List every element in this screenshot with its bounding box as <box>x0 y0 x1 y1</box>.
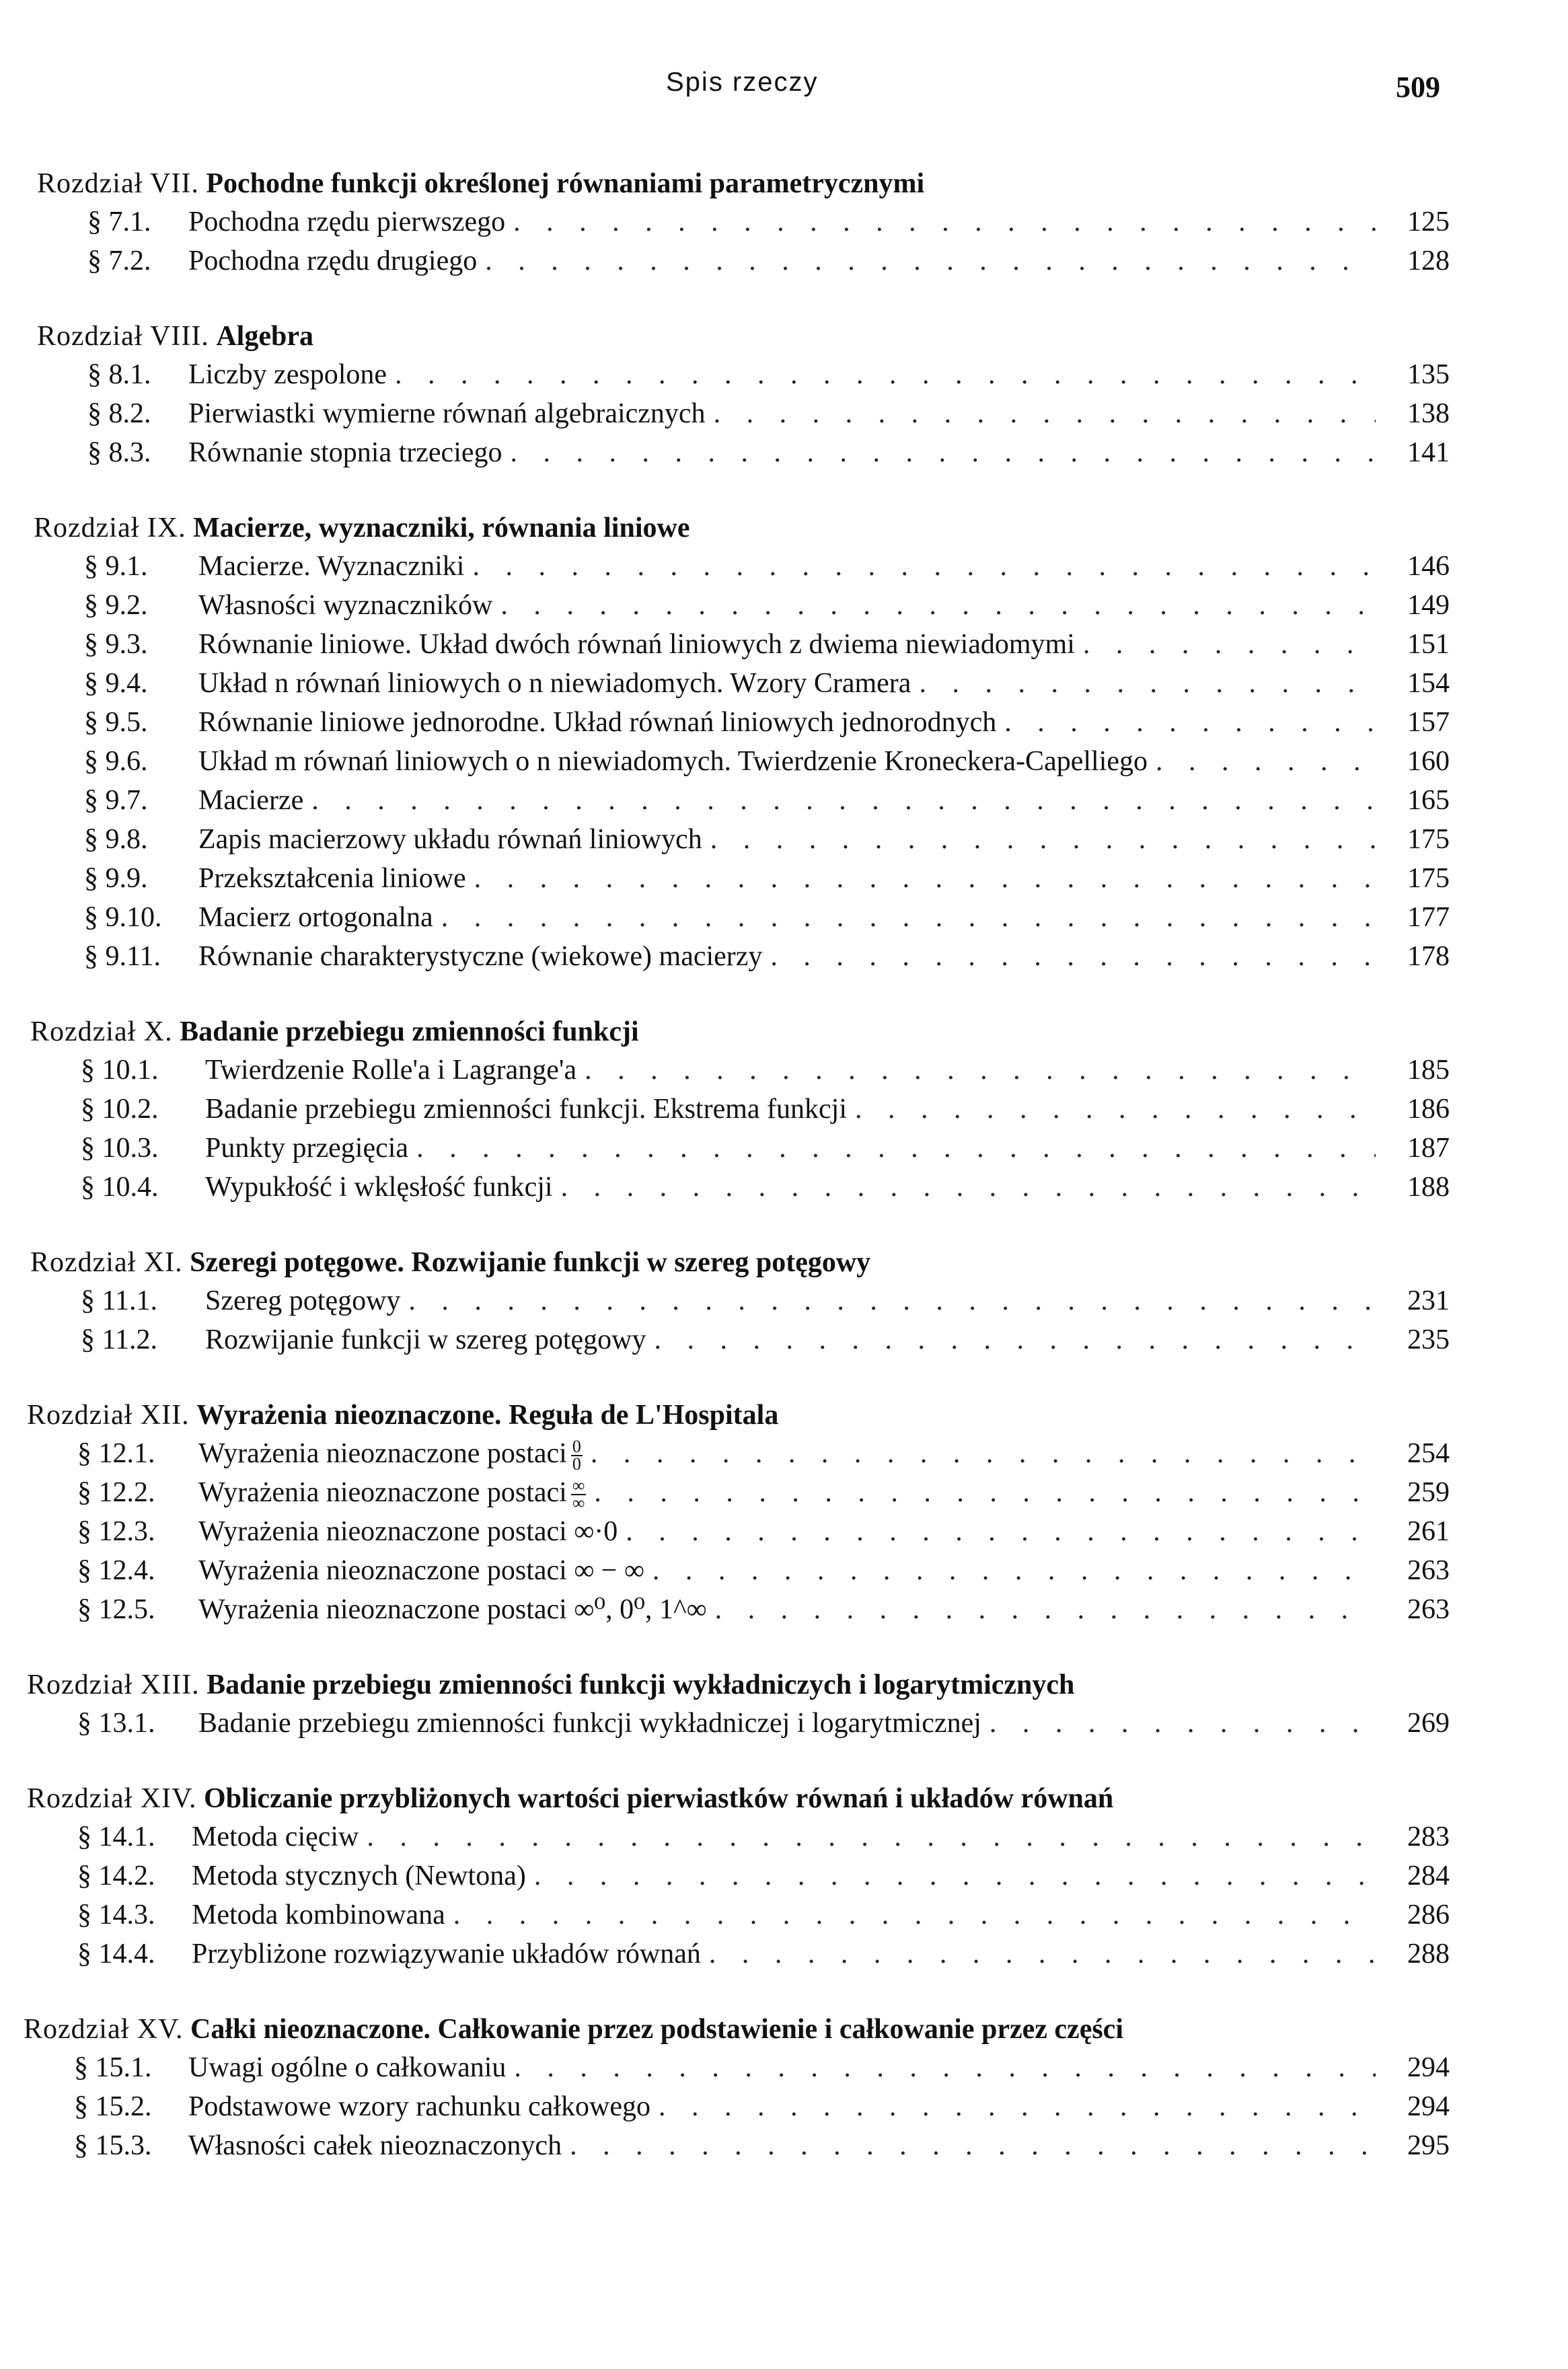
section-number: § 9.4. <box>84 668 148 699</box>
dot-leader <box>553 1168 1376 1207</box>
section-number: § 10.1. <box>81 1055 159 1086</box>
section-title <box>198 547 464 586</box>
page-number: 263 <box>1407 1555 1450 1586</box>
dot-leader <box>562 2126 1376 2165</box>
toc-entry <box>0 1051 1568 1090</box>
chapter-label: Rozdział XI. <box>30 1247 183 1278</box>
dot-leader <box>646 1320 1376 1359</box>
chapter-heading <box>0 2010 1568 2048</box>
section-number: § 12.5. <box>77 1594 155 1625</box>
toc-entry <box>0 742 1568 781</box>
toc-chapter <box>0 317 1568 472</box>
section-title-text: Szereg potęgowy <box>205 1285 401 1316</box>
page-number: 186 <box>1407 1094 1450 1125</box>
chapter-title: Pochodne funkcji określonej równaniami parametrycznymi <box>206 168 925 199</box>
page-number: 151 <box>1407 629 1450 660</box>
section-number: § 15.1. <box>74 2052 152 2083</box>
chapter-label: Rozdział XII. <box>27 1400 190 1431</box>
section-number: § 12.4. <box>77 1555 155 1586</box>
section-number: § 13.1. <box>77 1708 155 1739</box>
toc-entry <box>0 394 1568 433</box>
section-title <box>198 1512 618 1551</box>
page-number: 294 <box>1407 2052 1450 2083</box>
toc-entry <box>0 1168 1568 1207</box>
toc-entry <box>0 859 1568 898</box>
section-number: § 7.1. <box>87 206 151 237</box>
page-number: 235 <box>1407 1324 1450 1355</box>
chapter-title: Algebra <box>216 321 313 352</box>
section-number: § 15.3. <box>74 2130 152 2161</box>
toc-entry <box>0 547 1568 586</box>
dot-leader <box>1075 625 1376 664</box>
section-title <box>188 394 706 433</box>
section-number: § 11.2. <box>81 1324 157 1355</box>
section-title-text: Macierze. Wyznaczniki <box>198 551 465 582</box>
section-title-text: Równanie charakterystyczne (wiekowe) macierzy <box>198 941 763 972</box>
section-title-text: Przybliżone rozwiązywanie układów równań <box>192 1939 701 1969</box>
section-title <box>188 202 505 241</box>
toc-chapter <box>0 1244 1568 1359</box>
page-number: 263 <box>1407 1594 1450 1625</box>
toc-entry <box>0 1590 1568 1629</box>
section-title <box>188 355 387 394</box>
section-title-text: Wyrażenia nieoznaczone postaci ∞·0 <box>198 1516 618 1547</box>
page-number: 175 <box>1407 824 1450 855</box>
section-title <box>198 742 1148 781</box>
section-title <box>198 781 303 820</box>
section-number: § 14.2. <box>77 1860 155 1891</box>
toc-entry <box>0 433 1568 472</box>
page-number: 185 <box>1407 1055 1450 1086</box>
section-number: § 9.6. <box>84 746 148 777</box>
fraction-denominator: ∞ <box>572 1493 585 1513</box>
page-number: 261 <box>1407 1516 1450 1547</box>
dot-leader <box>644 1551 1376 1590</box>
fraction <box>571 1478 587 1511</box>
chapter-heading <box>0 1013 1568 1051</box>
section-title-text: Podstawowe wzory rachunku całkowego <box>188 2091 650 2122</box>
page-number: 128 <box>1407 246 1450 276</box>
toc-entry <box>0 1551 1568 1590</box>
page-number: 259 <box>1407 1477 1450 1508</box>
section-number: § 9.10. <box>84 902 162 933</box>
section-number: § 9.2. <box>84 590 148 621</box>
section-number: § 10.3. <box>81 1133 159 1164</box>
toc-entry <box>0 703 1568 742</box>
section-title-text: Rozwijanie funkcji w szereg potęgowy <box>205 1324 646 1355</box>
toc-entry <box>0 664 1568 703</box>
section-title-text: Układ n równań liniowych o n niewiadomych. Wzory Cramera <box>198 668 911 699</box>
fraction-denominator: 0 <box>572 1454 581 1474</box>
section-title <box>205 1281 400 1320</box>
dot-leader <box>650 2087 1376 2126</box>
chapter-label: Rozdział XV. <box>24 2014 184 2045</box>
section-title <box>198 1473 586 1512</box>
section-number: § 9.1. <box>84 551 148 582</box>
section-title-text: Uwagi ogólne o całkowaniu <box>188 2052 507 2083</box>
page-number: 254 <box>1407 1438 1450 1469</box>
dot-leader <box>526 1856 1376 1895</box>
section-number: § 10.4. <box>81 1172 159 1203</box>
chapter-label: Rozdział VIII. <box>37 321 209 352</box>
section-title <box>188 2087 650 2126</box>
chapter-heading <box>0 165 1568 202</box>
page-number: 175 <box>1407 863 1450 894</box>
toc-entry <box>0 820 1568 859</box>
dot-leader <box>502 433 1376 472</box>
chapter-heading <box>0 1780 1568 1817</box>
dot-leader <box>762 937 1376 976</box>
section-number: § 12.3. <box>77 1516 155 1547</box>
chapter-label: Rozdział X. <box>30 1016 173 1047</box>
section-title-text: Pochodna rzędu pierwszego <box>188 206 506 237</box>
dot-leader <box>408 1129 1376 1168</box>
running-head-page-number: 509 <box>1396 71 1440 104</box>
section-number: § 12.1. <box>77 1438 155 1469</box>
toc-chapter <box>0 1666 1568 1743</box>
page-number: 165 <box>1407 785 1450 816</box>
section-title-text: Równanie liniowe jednorodne. Układ równań liniowych jednorodnych <box>198 707 997 738</box>
section-title <box>188 433 502 472</box>
toc-entry <box>0 1473 1568 1512</box>
running-head-title: Spis rzeczy <box>666 67 819 97</box>
dot-leader <box>303 781 1376 820</box>
dot-leader <box>707 1590 1376 1629</box>
page-number: 188 <box>1407 1172 1450 1203</box>
toc-entry <box>0 2087 1568 2126</box>
toc-entry <box>0 355 1568 394</box>
section-number: § 8.1. <box>87 359 151 390</box>
section-title-text: Własności całek nieoznaczonych <box>188 2130 562 2161</box>
page-number: 187 <box>1407 1133 1450 1164</box>
toc-chapter <box>0 1396 1568 1629</box>
section-title-text: Układ m równań liniowych o n niewiadomych. Twierdzenie Kroneckera-Capelliego <box>198 746 1148 777</box>
section-number: § 14.4. <box>77 1939 155 1969</box>
dot-leader <box>706 394 1376 433</box>
dot-leader <box>492 586 1376 625</box>
section-title <box>205 1320 646 1359</box>
section-title-text: Wyrażenia nieoznaczone postaci <box>198 1438 567 1469</box>
section-title-text: Pierwiastki wymierne równań algebraicznych <box>188 398 706 429</box>
section-title <box>188 2126 562 2165</box>
section-title-text: Pochodna rzędu drugiego <box>188 246 478 276</box>
page-number: 294 <box>1407 2091 1450 2122</box>
dot-leader <box>466 859 1376 898</box>
section-number: § 8.2. <box>87 398 151 429</box>
dot-leader <box>464 547 1376 586</box>
toc-entry <box>0 2126 1568 2165</box>
toc-entry <box>0 1895 1568 1934</box>
chapter-title: Szeregi potęgowe. Rozwijanie funkcji w szereg potęgowy <box>190 1247 871 1278</box>
section-title <box>188 241 477 280</box>
page-number: 138 <box>1407 398 1450 429</box>
section-title-text: Zapis macierzowy układu równań liniowych <box>198 824 702 855</box>
dot-leader <box>586 1473 1376 1512</box>
dot-leader <box>576 1051 1376 1090</box>
section-title <box>198 664 911 703</box>
toc-entry <box>0 625 1568 664</box>
section-title-text: Metoda cięciw <box>192 1821 359 1852</box>
section-title-text: Równanie stopnia trzeciego <box>188 437 502 468</box>
section-number: § 15.2. <box>74 2091 152 2122</box>
page-number: 283 <box>1407 1821 1450 1852</box>
fraction <box>571 1439 583 1472</box>
section-number: § 9.5. <box>84 707 148 738</box>
page-number: 146 <box>1407 551 1450 582</box>
section-title <box>192 1856 526 1895</box>
section-title-text: Wyrażenia nieoznaczone postaci ∞⁰, 0⁰, 1^∞ <box>198 1594 707 1625</box>
page-number: 231 <box>1407 1285 1450 1316</box>
dot-leader <box>445 1895 1376 1934</box>
chapter-heading <box>0 1396 1568 1434</box>
section-title-text: Liczby zespolone <box>188 359 387 390</box>
page-number: 284 <box>1407 1860 1450 1891</box>
fraction-numerator: 0 <box>572 1437 581 1457</box>
section-title-text: Wyrażenia nieoznaczone postaci <box>198 1477 567 1508</box>
section-number: § 9.3. <box>84 629 148 660</box>
page-number: 149 <box>1407 590 1450 621</box>
section-title-text: Punkty przegięcia <box>205 1133 409 1164</box>
toc-chapter <box>0 165 1568 280</box>
section-title <box>198 1434 583 1473</box>
dot-leader <box>702 820 1376 859</box>
section-number: § 14.1. <box>77 1821 155 1852</box>
section-title <box>205 1168 553 1207</box>
toc-entry <box>0 241 1568 280</box>
toc-entry <box>0 781 1568 820</box>
section-title-text: Przekształcenia liniowe <box>198 863 466 894</box>
dot-leader <box>911 664 1376 703</box>
toc-entry <box>0 1129 1568 1168</box>
dot-leader <box>996 703 1376 742</box>
section-title <box>192 1895 445 1934</box>
toc-entry <box>0 1090 1568 1129</box>
section-title <box>198 859 466 898</box>
page-number: 157 <box>1407 707 1450 738</box>
dot-leader <box>400 1281 1376 1320</box>
chapter-label: Rozdział IX. <box>34 513 186 543</box>
section-title-text: Wyrażenia nieoznaczone postaci ∞ − ∞ <box>198 1555 644 1586</box>
section-title <box>198 1551 644 1590</box>
section-number: § 8.3. <box>87 437 151 468</box>
dot-leader <box>505 202 1376 241</box>
chapter-title: Wyrażenia nieoznaczone. Reguła de L'Hospitala <box>196 1400 779 1431</box>
section-title <box>198 1704 981 1743</box>
section-number: § 14.3. <box>77 1900 155 1930</box>
chapter-heading <box>0 1244 1568 1281</box>
section-title-text: Metoda stycznych (Newtona) <box>192 1860 526 1891</box>
page-number: 288 <box>1407 1939 1450 1969</box>
section-title <box>205 1051 576 1090</box>
chapter-label: Rozdział XIV. <box>27 1783 197 1814</box>
section-title <box>188 2048 506 2087</box>
section-number: § 9.9. <box>84 863 148 894</box>
chapter-title: Macierze, wyznaczniki, równania liniowe <box>193 513 690 543</box>
chapter-label: Rozdział XIII. <box>27 1669 200 1700</box>
toc-entry <box>0 2048 1568 2087</box>
toc-entry <box>0 1281 1568 1320</box>
toc-entry <box>0 1856 1568 1895</box>
section-number: § 11.1. <box>81 1285 157 1316</box>
chapter-label: Rozdział VII. <box>37 168 199 199</box>
table-of-contents <box>0 165 1568 2202</box>
dot-leader <box>387 355 1376 394</box>
section-number: § 9.11. <box>84 941 161 972</box>
section-title <box>198 937 762 976</box>
chapter-heading <box>0 1666 1568 1704</box>
section-title-text: Badanie przebiegu zmienności funkcji. Ekstrema funkcji <box>205 1094 848 1125</box>
page-number: 141 <box>1407 437 1450 468</box>
section-title-text: Własności wyznaczników <box>198 590 493 621</box>
page-number: 125 <box>1407 206 1450 237</box>
section-title-text: Macierze <box>198 785 304 816</box>
section-title-text: Równanie liniowe. Układ dwóch równań liniowych z dwiema niewiadomymi <box>198 629 1075 660</box>
dot-leader <box>359 1817 1376 1856</box>
section-title-text: Macierz ortogonalna <box>198 902 433 933</box>
section-title-text: Twierdzenie Rolle'a i Lagrange'a <box>205 1055 577 1086</box>
chapter-heading <box>0 509 1568 547</box>
running-head <box>0 67 1493 114</box>
section-title <box>205 1129 408 1168</box>
dot-leader <box>981 1704 1376 1743</box>
dot-leader <box>701 1934 1376 1973</box>
toc-entry <box>0 1934 1568 1973</box>
toc-chapter <box>0 1780 1568 1973</box>
dot-leader <box>477 241 1376 280</box>
chapter-title: Całki nieoznaczone. Całkowanie przez podstawienie i całkowanie przez części <box>190 2014 1123 2045</box>
toc-entry <box>0 898 1568 937</box>
fraction-numerator: ∞ <box>572 1476 585 1496</box>
section-number: § 12.2. <box>77 1477 155 1508</box>
section-title-text: Wypukłość i wklęsłość funkcji <box>205 1172 553 1203</box>
section-number: § 9.8. <box>84 824 148 855</box>
dot-leader <box>618 1512 1376 1551</box>
page-number: 177 <box>1407 902 1450 933</box>
page-number: 295 <box>1407 2130 1450 2161</box>
page-number: 178 <box>1407 941 1450 972</box>
toc-entry <box>0 1817 1568 1856</box>
toc-entry <box>0 1320 1568 1359</box>
dot-leader <box>847 1090 1376 1129</box>
toc-chapter <box>0 2010 1568 2165</box>
section-number: § 9.7. <box>84 785 148 816</box>
page-number: 135 <box>1407 359 1450 390</box>
chapter-title: Obliczanie przybliżonych wartości pierwiastków równań i układów równań <box>204 1783 1114 1814</box>
chapter-heading <box>0 317 1568 355</box>
section-title-text: Badanie przebiegu zmienności funkcji wykładniczej i logarytmicznej <box>198 1708 981 1739</box>
toc-entry <box>0 586 1568 625</box>
chapter-title: Badanie przebiegu zmienności funkcji <box>180 1016 639 1047</box>
section-title <box>198 625 1075 664</box>
toc-entry <box>0 937 1568 976</box>
section-title <box>192 1934 701 1973</box>
chapter-title: Badanie przebiegu zmienności funkcji wykładniczych i logarytmicznych <box>207 1669 1075 1700</box>
section-title <box>198 898 433 937</box>
toc-entry <box>0 1512 1568 1551</box>
toc-chapter <box>0 509 1568 976</box>
dot-leader <box>583 1434 1376 1473</box>
dot-leader <box>433 898 1376 937</box>
toc-chapter <box>0 1013 1568 1207</box>
section-title <box>192 1817 359 1856</box>
section-title-text: Metoda kombinowana <box>192 1900 445 1930</box>
section-title <box>198 703 996 742</box>
dot-leader <box>1148 742 1376 781</box>
toc-entry <box>0 1704 1568 1743</box>
dot-leader <box>506 2048 1376 2087</box>
page-number: 160 <box>1407 746 1450 777</box>
toc-entry <box>0 1434 1568 1473</box>
page-number: 269 <box>1407 1708 1450 1739</box>
section-title <box>198 820 702 859</box>
toc-entry <box>0 202 1568 241</box>
section-title <box>205 1090 847 1129</box>
section-number: § 10.2. <box>81 1094 159 1125</box>
page-number: 154 <box>1407 668 1450 699</box>
section-title <box>198 1590 707 1629</box>
section-number: § 7.2. <box>87 246 151 276</box>
section-title <box>198 586 492 625</box>
page-number: 286 <box>1407 1900 1450 1930</box>
